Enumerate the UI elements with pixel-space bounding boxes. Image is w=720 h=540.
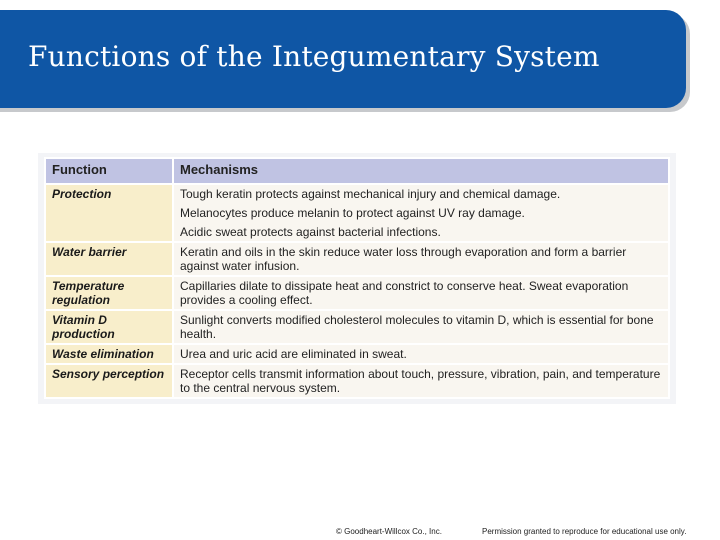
mechanism-cell: Receptor cells transmit information about touch, pressure, vibration, pain, and temperature to the central nervous system. [173, 364, 669, 398]
table-row [45, 364, 669, 398]
functions-table [44, 157, 670, 399]
mechanism-cell: Sunlight converts modified cholesterol molecules to vitamin D, which is essential for bone health. [173, 310, 669, 344]
mechanism-cell: Urea and uric acid are eliminated in sweat. [173, 344, 669, 364]
function-cell: Water barrier [45, 242, 173, 276]
header-function: Function [45, 158, 173, 184]
function-cell: Sensory perception [45, 364, 173, 398]
table-row [45, 184, 669, 242]
table-row [45, 242, 669, 276]
mechanism-line: Melanocytes produce melanin to protect against UV ray damage. [180, 206, 525, 220]
table-row [45, 344, 669, 364]
table-row [45, 310, 669, 344]
permission-notice: Permission granted to reproduce for educational use only. [482, 527, 687, 536]
mechanism-line: Acidic sweat protects against bacterial infections. [180, 225, 441, 239]
table-row [45, 276, 669, 310]
function-cell: Protection [45, 184, 173, 242]
slide-title: Functions of the Integumentary System [28, 40, 600, 73]
function-cell: Vitamin D production [45, 310, 173, 344]
function-cell: Waste elimination [45, 344, 173, 364]
header-mechanisms: Mechanisms [173, 158, 669, 184]
mechanism-cell: Capillaries dilate to dissipate heat and constrict to conserve heat. Sweat evaporation provides a cooling effect. [173, 276, 669, 310]
mechanism-cell: Keratin and oils in the skin reduce water loss through evaporation and form a barrier against water infusion. [173, 242, 669, 276]
mechanism-cell [173, 184, 669, 242]
mechanism-line: Tough keratin protects against mechanical injury and chemical damage. [180, 187, 561, 201]
functions-table-frame [38, 153, 676, 404]
table-header-row [45, 158, 669, 184]
copyright-notice: © Goodheart-Willcox Co., Inc. [336, 527, 442, 536]
function-cell: Temperature regulation [45, 276, 173, 310]
